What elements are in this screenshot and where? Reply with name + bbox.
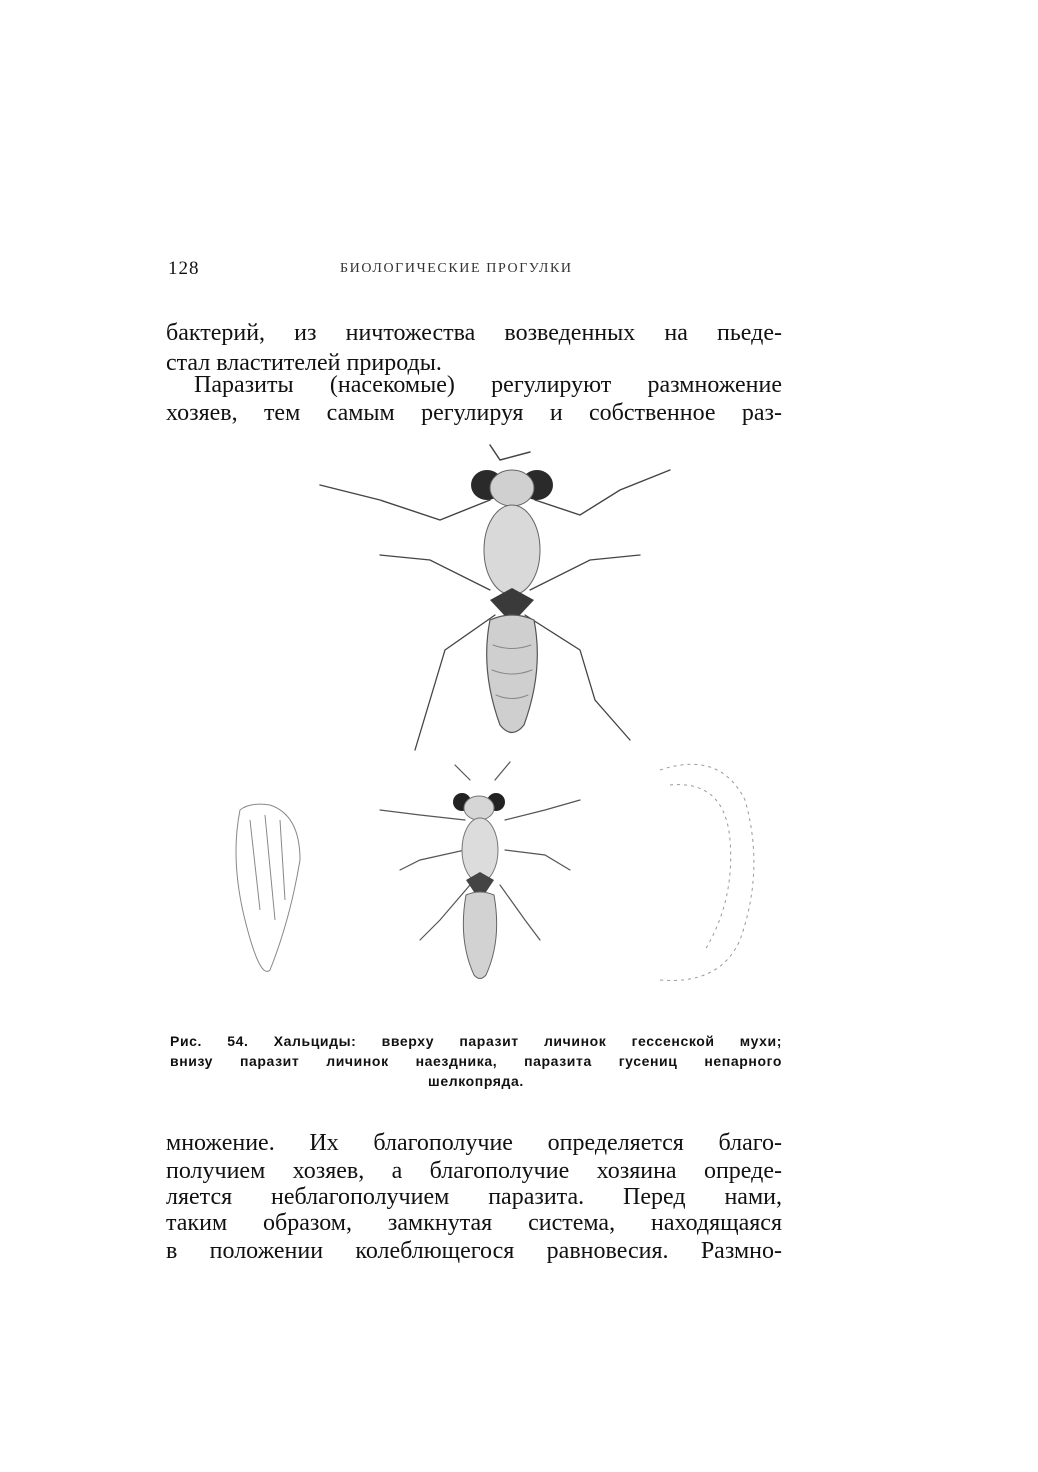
caption-line: Рис. 54. Хальциды: вверху паразит личинок гессенской мухи; bbox=[170, 1033, 782, 1049]
lower-chalcid-wasp bbox=[380, 762, 580, 979]
text-line: получием хозяев, а благополучие хозяина опреде- bbox=[166, 1158, 782, 1184]
side-sketch-right bbox=[660, 764, 754, 980]
page-header bbox=[168, 258, 780, 288]
text-line: Паразиты (насекомые) регулируют размножение bbox=[194, 372, 782, 398]
page-number: 128 bbox=[168, 258, 200, 279]
text-line: бактерий, из ничтожества возведенных на пьеде- bbox=[166, 320, 782, 346]
insect-illustration bbox=[200, 440, 800, 1000]
text-line: множение. Их благополучие определяется благо- bbox=[166, 1130, 782, 1156]
running-title: БИОЛОГИЧЕСКИЕ ПРОГУЛКИ bbox=[340, 261, 573, 276]
text-line: ляется неблагополучием паразита. Перед нами, bbox=[166, 1184, 782, 1210]
text-line: стал властителей природы. bbox=[166, 350, 442, 376]
upper-chalcid-wasp bbox=[320, 445, 670, 750]
text-line: в положении колеблющегося равновесия. Размно- bbox=[166, 1238, 782, 1264]
text-line: таким образом, замкнутая система, находящаяся bbox=[166, 1210, 782, 1236]
caption-line: внизу паразит личинок наездника, паразита гусениц непарного bbox=[170, 1053, 782, 1069]
caption-line: шелкопряда. bbox=[428, 1073, 524, 1089]
side-sketch-left bbox=[236, 804, 300, 971]
text-line: хозяев, тем самым регулируя и собственное раз- bbox=[166, 400, 782, 426]
